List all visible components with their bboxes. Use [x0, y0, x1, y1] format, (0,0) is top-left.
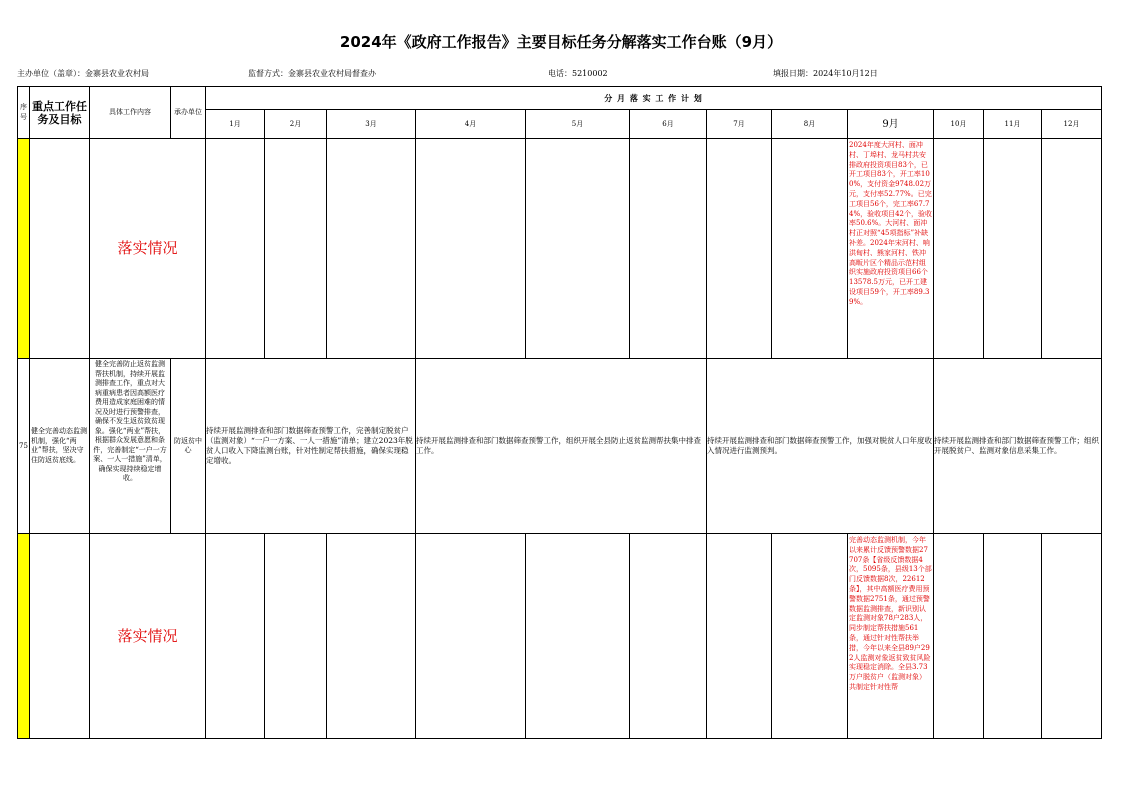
september-progress: 2024年度大河村、面冲村、丁埠村、龙马村共安排政府投资项目83个，已开工项目83个，开工率100%，支付资金9748.02万元，支付率52.77%。已完工项目56个，完工率67.74%，验收项目42个，验收率50.6%。大河村、面冲村正对照“45项指标”补缺补差。2024年宋河村、响洪甸村、熊家河村、铁冲高畈片区个精品示范村组织实施政府投资项目66个13578.5万元，已开工建设项目59个，开工率89.39%。: [848, 139, 934, 359]
header-month-1: 1月: [206, 110, 265, 139]
header-month-8: 8月: [772, 110, 848, 139]
header-month-3: 3月: [327, 110, 416, 139]
table-row: [18, 359, 1102, 534]
unit-cell: 防返贫中心: [171, 359, 206, 534]
header-month-4: 4月: [416, 110, 526, 139]
task-ledger-table: [17, 86, 1102, 739]
plan-q3: 持续开展监测排查和部门数据筛查预警工作，加强对脱贫人口年度收入情况进行监测预判。: [707, 359, 934, 534]
table-row: [18, 534, 1102, 739]
organizer-label: 主办单位（盖章）：金寨县农业农村局: [17, 69, 149, 78]
plan-q2: 持续开展监测排查和部门数据筛查预警工作，组织开展全县防止返贫监测帮扶集中排查工作。: [416, 359, 707, 534]
key-task-cell: 健全完善动态监测机制，强化“两业”帮扶，坚决守住防返贫底线。: [30, 359, 90, 534]
plan-q1: 持续开展监测排查和部门数据筛查预警工作，完善制定脱贫户（监测对象）“一户一方案、一人一措施”清单；建立2023年脱贫人口收入下降监测台账，针对性制定帮扶措施，确保实现稳定增收。: [206, 359, 416, 534]
key-task-cell: [30, 139, 90, 359]
content-cell: 健全完善防止返贫监测帮扶机制，持续开展监测排查工作，重点对大病重病患者因高额医疗费用造成家庭困难的情况及时进行预警排查，确保不发生返贫致贫现象。强化“两业”帮扶，根据群众发展意愿和条件，完善制定“一户一方案、一人一措施”清单，确保实现持续稳定增收。: [90, 359, 171, 534]
header-month-5: 5月: [526, 110, 630, 139]
header-month-10: 10月: [934, 110, 984, 139]
header-month-6: 6月: [630, 110, 707, 139]
seq-cell: 75: [18, 359, 30, 534]
phone-label: 电话：5210002: [548, 69, 608, 78]
page-title: 2024年《政府工作报告》主要目标任务分解落实工作台账（9月）: [339, 33, 783, 51]
header-month-2: 2月: [265, 110, 327, 139]
status-label: 落实情况: [90, 139, 206, 359]
plan-q4: 持续开展监测排查和部门数据筛查预警工作；组织开展脱贫户、监测对象信息采集工作。: [934, 359, 1102, 534]
seq-cell: [18, 139, 30, 359]
status-label: 落实情况: [90, 534, 206, 739]
table-row: [18, 139, 1102, 359]
header-seq: 序号: [18, 87, 30, 139]
supervision-label: 监督方式：金寨县农业农村局督查办: [248, 69, 376, 78]
header-month-12: 12月: [1042, 110, 1102, 139]
header-unit: 承办单位: [171, 87, 206, 139]
header-content: 具体工作内容: [90, 87, 171, 139]
header-month-9: 9月: [848, 110, 934, 139]
header-month-11: 11月: [984, 110, 1042, 139]
september-progress: 完善动态监测机制，今年以来累计反馈预警数据27707条【省级反馈数据4次，5095条，县级13个部门反馈数据8次，22612条】，其中高额医疗费用预警数据2751条，通过预警数据监测排查，新识别认定监测对象78户283人，同步制定帮扶措施561条，通过针对性帮扶举措，今年以来全县89户292人监测对象返贫致贫风险实现稳定消除。全县3.73万户脱贫户（监测对象）共制定针对性帮: [848, 534, 934, 739]
header-monthly-plan: 分 月 落 实 工 作 计 划: [206, 87, 1102, 110]
date-label: 填报日期：2024年10月12日: [773, 69, 878, 78]
seq-cell: [18, 534, 30, 739]
header-month-7: 7月: [707, 110, 772, 139]
header-key-task: 重点工作任务及目标: [30, 87, 90, 139]
key-task-cell: [30, 534, 90, 739]
